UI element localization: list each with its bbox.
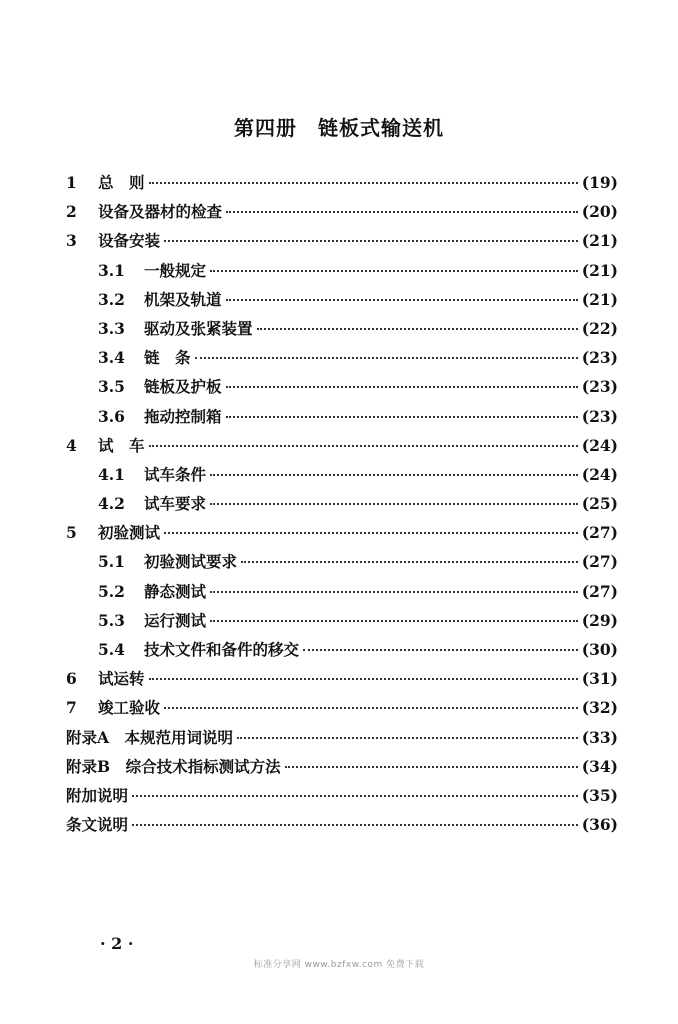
dot-leader bbox=[226, 382, 578, 388]
dot-leader bbox=[285, 762, 578, 768]
toc-entry-number: 4.2 bbox=[98, 494, 125, 514]
toc-entry-title: 技术文件和备件的移交 bbox=[144, 640, 300, 659]
dot-leader bbox=[241, 557, 578, 563]
toc-entry-page: (19) bbox=[581, 173, 618, 192]
toc-entry-title: 条文说明 bbox=[66, 815, 129, 835]
dot-leader bbox=[210, 266, 578, 272]
dot-leader bbox=[226, 295, 578, 301]
toc-entry-number: 2 bbox=[66, 202, 77, 222]
table-of-contents bbox=[66, 168, 618, 839]
toc-entry-number: 4.1 bbox=[98, 464, 125, 484]
toc-entry-number: 5.2 bbox=[98, 581, 125, 601]
toc-entry bbox=[66, 314, 618, 343]
toc-entry-page: (20) bbox=[581, 202, 618, 222]
dot-leader bbox=[210, 499, 578, 505]
toc-entry-page: (23) bbox=[581, 348, 618, 368]
toc-entry-number: 5.3 bbox=[98, 610, 125, 630]
dot-leader bbox=[226, 412, 578, 418]
toc-entry-page: (21) bbox=[581, 231, 618, 251]
toc-entry bbox=[66, 431, 618, 460]
toc-entry-title: 初验测试要求 bbox=[144, 552, 238, 572]
toc-entry-number: 1 bbox=[66, 173, 77, 192]
toc-entry-title: 竣工验收 bbox=[98, 698, 161, 718]
toc-entry bbox=[66, 547, 618, 576]
toc-entry bbox=[66, 402, 618, 431]
dot-leader bbox=[210, 470, 578, 476]
watermark-text: 标准分享网 www.bzfxw.com 免费下载 bbox=[253, 960, 425, 970]
toc-entry-page: (32) bbox=[581, 698, 618, 718]
toc-entry-title: 链 条 bbox=[144, 348, 191, 368]
toc-entry-title: 试运转 bbox=[98, 669, 145, 689]
toc-entry bbox=[66, 489, 618, 518]
toc-entry-title: 静态测试 bbox=[144, 581, 207, 601]
toc-entry-number: 3 bbox=[66, 231, 77, 251]
toc-entry bbox=[66, 197, 618, 226]
dot-leader bbox=[226, 207, 578, 213]
toc-entry-title: 运行测试 bbox=[144, 610, 207, 630]
toc-entry bbox=[66, 752, 618, 781]
toc-entry-title: 试车要求 bbox=[144, 494, 207, 514]
toc-entry-number: 3.6 bbox=[98, 406, 125, 426]
toc-entry-title: 试车条件 bbox=[144, 464, 207, 484]
toc-entry-page: (23) bbox=[581, 377, 618, 397]
toc-entry bbox=[66, 723, 618, 752]
dot-leader bbox=[149, 178, 578, 184]
toc-entry bbox=[66, 226, 618, 255]
toc-entry-page: (34) bbox=[581, 756, 618, 776]
toc-entry bbox=[66, 372, 618, 401]
toc-entry-title: 附录B 综合技术指标测试方法 bbox=[66, 756, 281, 776]
toc-entry-title: 附加说明 bbox=[66, 785, 129, 805]
toc-entry-number: 5 bbox=[66, 523, 77, 543]
dot-leader bbox=[149, 441, 578, 447]
page-number: · 2 · bbox=[100, 934, 134, 953]
toc-entry-page: (33) bbox=[581, 727, 618, 747]
toc-entry-number: 6 bbox=[66, 669, 77, 689]
toc-entry-number: 4 bbox=[66, 435, 77, 455]
toc-entry-number: 5.1 bbox=[98, 552, 125, 572]
toc-entry-page: (24) bbox=[581, 435, 618, 455]
toc-entry-page: (21) bbox=[581, 289, 618, 309]
toc-entry-title: 一般规定 bbox=[144, 260, 207, 280]
dot-leader bbox=[195, 353, 578, 359]
dot-leader bbox=[210, 587, 578, 593]
dot-leader bbox=[164, 236, 578, 242]
toc-entry bbox=[66, 285, 618, 314]
dot-leader bbox=[237, 733, 578, 739]
toc-entry-page: (23) bbox=[581, 406, 618, 426]
toc-entry-title: 试 车 bbox=[98, 435, 145, 455]
dot-leader bbox=[149, 674, 578, 680]
toc-entry bbox=[66, 256, 618, 285]
toc-entry-title: 链板及护板 bbox=[144, 377, 222, 397]
toc-entry-number: 3.4 bbox=[98, 348, 125, 368]
toc-entry-title: 初验测试 bbox=[98, 523, 161, 543]
toc-entry-number: 3.1 bbox=[98, 260, 125, 280]
toc-entry-title: 总 则 bbox=[98, 173, 145, 192]
toc-entry-title: 设备安装 bbox=[98, 231, 161, 251]
dot-leader bbox=[132, 820, 578, 826]
toc-entry-number: 3.5 bbox=[98, 377, 125, 397]
toc-entry-title: 附录A 本规范用词说明 bbox=[66, 727, 234, 747]
toc-entry-page: (30) bbox=[581, 640, 618, 659]
dot-leader bbox=[164, 703, 578, 709]
toc-entry bbox=[66, 810, 618, 839]
dot-leader bbox=[132, 791, 578, 797]
toc-entry-number: 3.3 bbox=[98, 318, 125, 338]
toc-entry-page: (27) bbox=[581, 523, 618, 543]
toc-entry-page: (21) bbox=[581, 260, 618, 280]
toc-entry-title: 驱动及张紧装置 bbox=[144, 318, 253, 338]
toc-entry-title: 机架及轨道 bbox=[144, 289, 222, 309]
dot-leader bbox=[164, 528, 578, 534]
dot-leader bbox=[303, 645, 578, 651]
toc-entry bbox=[66, 343, 618, 372]
toc-entry bbox=[66, 693, 618, 722]
toc-entry-page: (22) bbox=[581, 318, 618, 338]
toc-entry-title: 拖动控制箱 bbox=[144, 406, 222, 426]
toc-entry-page: (25) bbox=[581, 494, 618, 514]
toc-entry bbox=[66, 577, 618, 606]
toc-entry-page: (27) bbox=[581, 581, 618, 601]
toc-entry-page: (31) bbox=[581, 669, 618, 689]
toc-entry-page: (36) bbox=[581, 815, 618, 835]
toc-entry-title: 设备及器材的检查 bbox=[98, 202, 223, 222]
toc-entry-page: (35) bbox=[581, 785, 618, 805]
toc-entry bbox=[66, 664, 618, 693]
toc-entry-page: (29) bbox=[581, 610, 618, 630]
section-title: 第四册 链板式输送机 bbox=[234, 116, 444, 140]
toc-entry bbox=[66, 518, 618, 547]
toc-entry bbox=[66, 168, 618, 197]
toc-entry bbox=[66, 781, 618, 810]
toc-entry bbox=[66, 460, 618, 489]
toc-entry bbox=[66, 635, 618, 664]
toc-entry bbox=[66, 606, 618, 635]
toc-entry-number: 3.2 bbox=[98, 289, 125, 309]
toc-entry-number: 5.4 bbox=[98, 640, 125, 659]
dot-leader bbox=[257, 324, 578, 330]
dot-leader bbox=[210, 616, 578, 622]
toc-entry-page: (24) bbox=[581, 464, 618, 484]
toc-entry-number: 7 bbox=[66, 698, 77, 718]
toc-entry-page: (27) bbox=[581, 552, 618, 572]
